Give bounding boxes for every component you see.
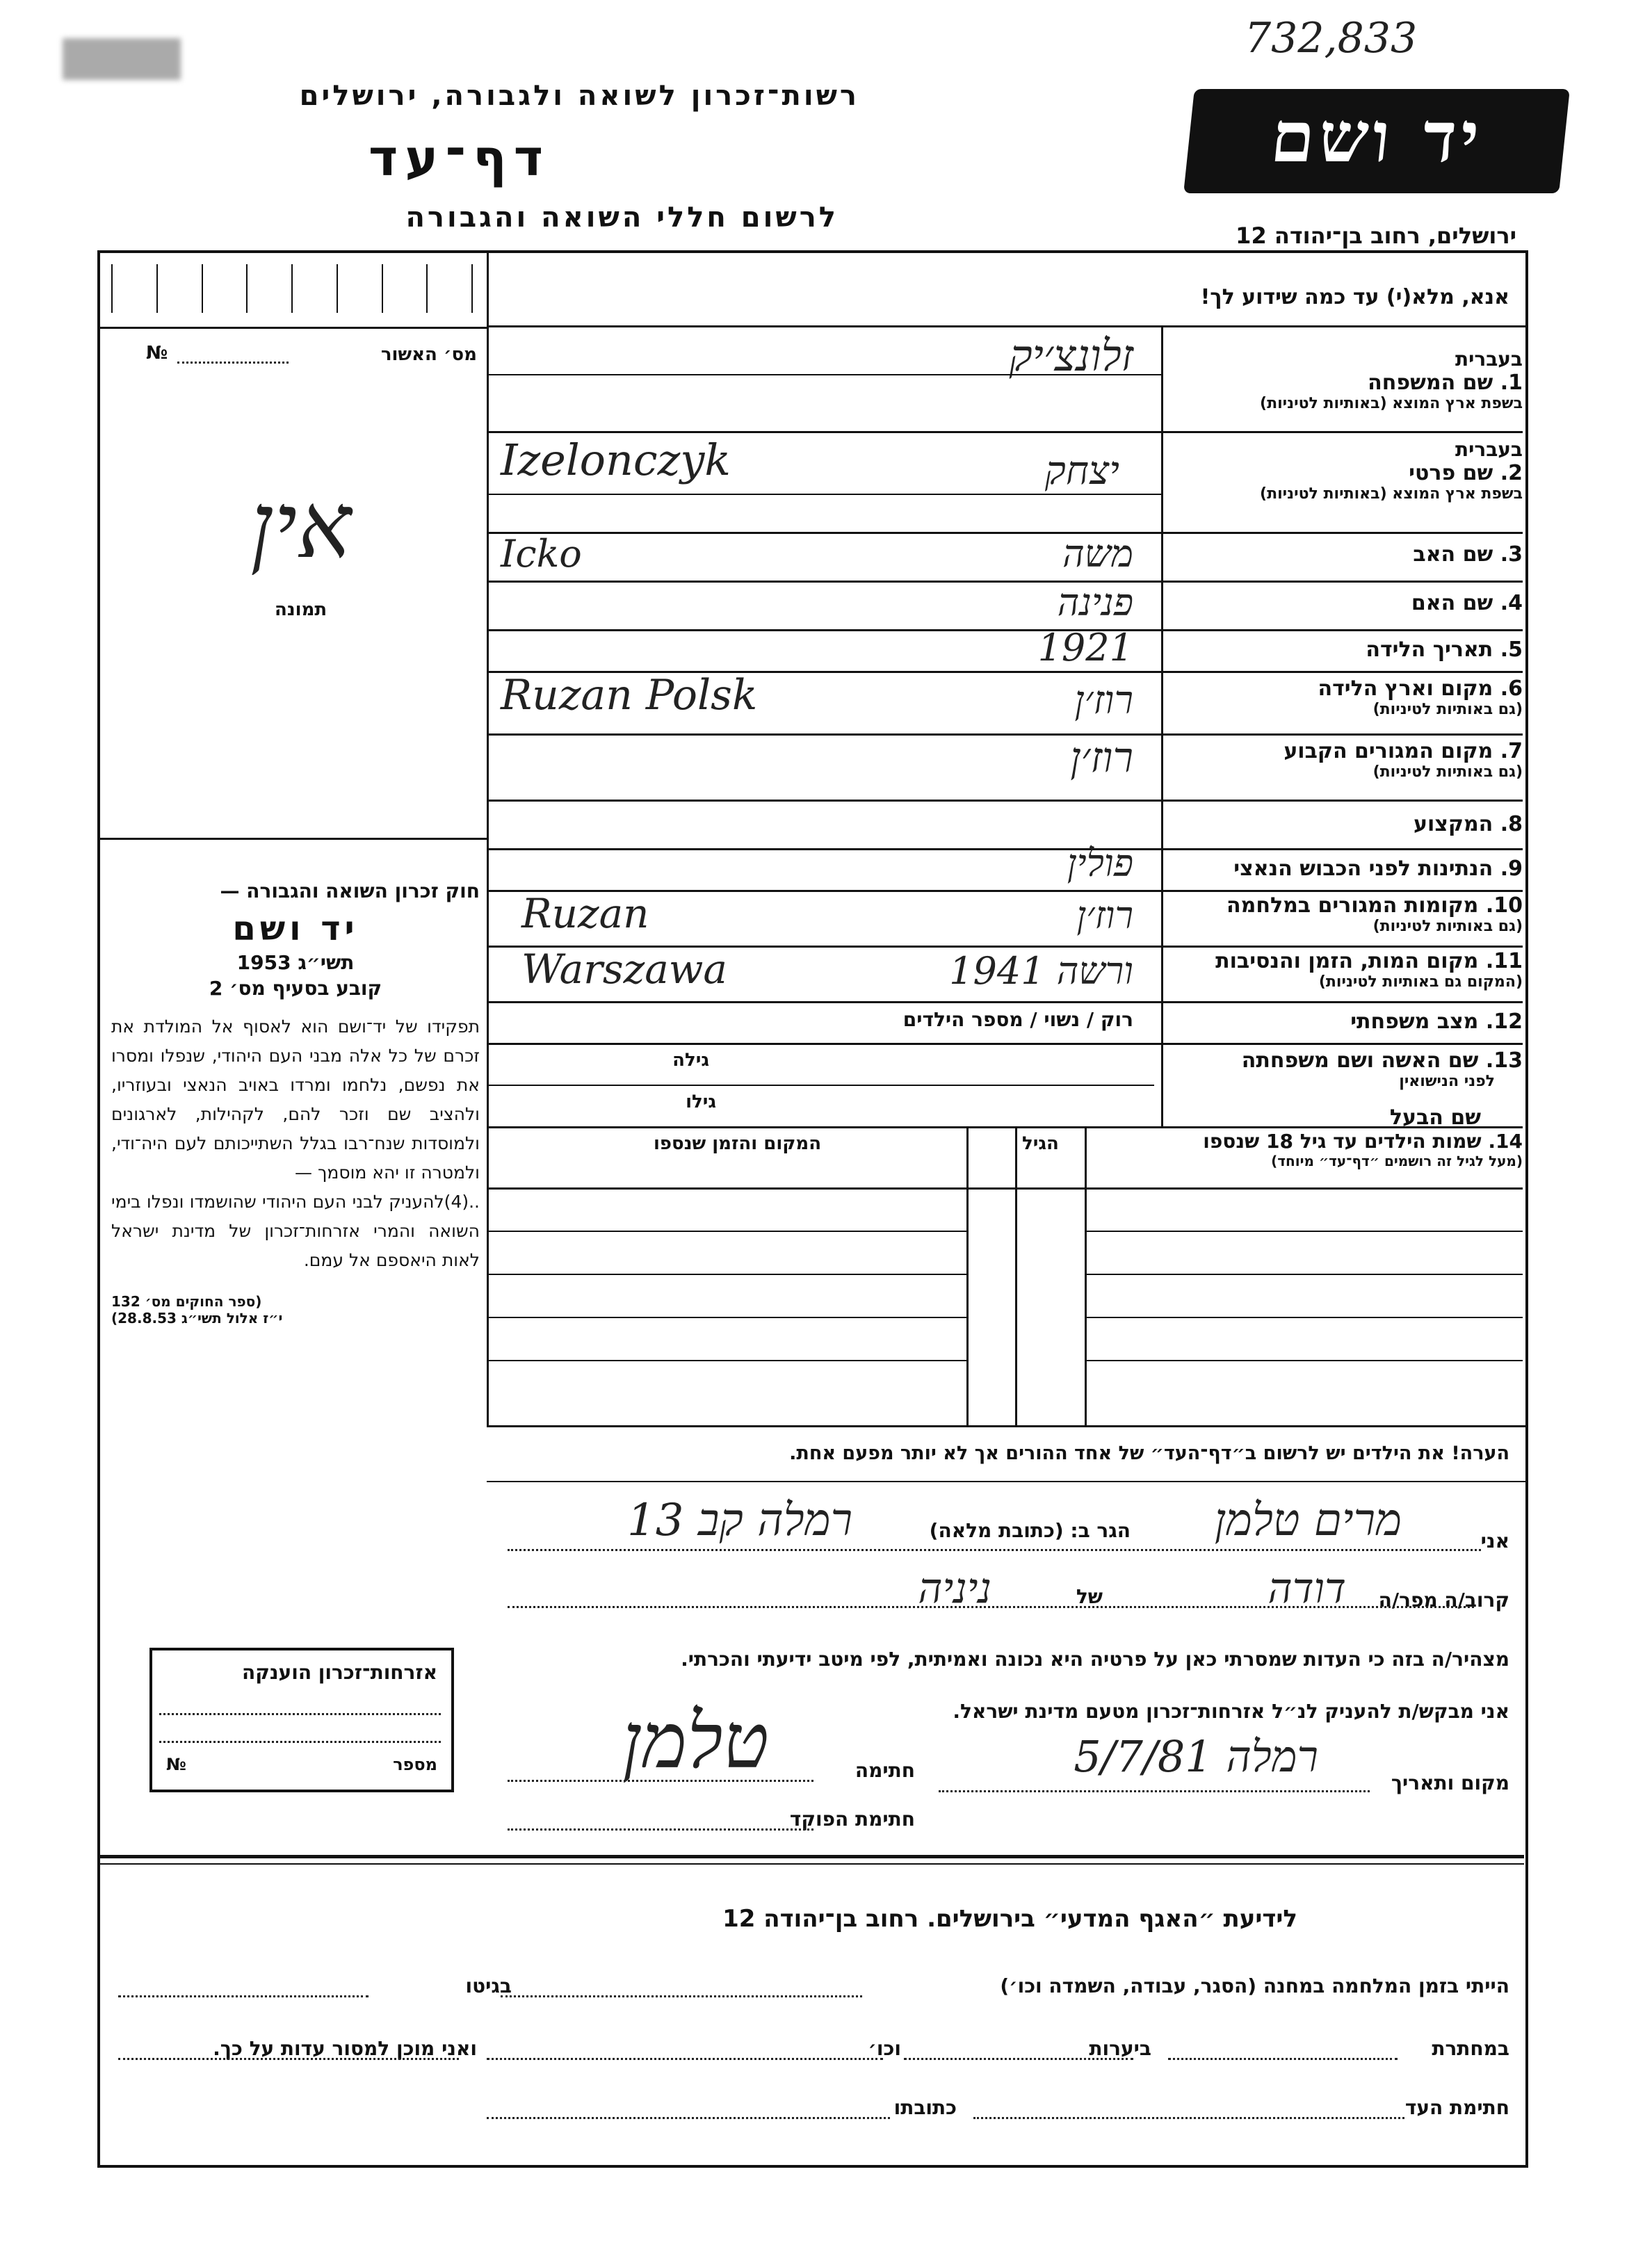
- bottom-title: לידיעת ״האגף המדעי״ בירושלים. רחוב בן־יהודה 12: [722, 1905, 1297, 1933]
- field-11-number: 11.: [1485, 949, 1523, 973]
- field-row-1: [487, 327, 1523, 431]
- field-row-9: [487, 841, 1523, 890]
- husband-age-label: גילו: [686, 1092, 716, 1112]
- declaration-of-label: של: [1076, 1585, 1103, 1608]
- children-table: [487, 1126, 1523, 1425]
- field-10-number: 10.: [1485, 893, 1523, 918]
- field-5-value: 1921: [1037, 626, 1133, 670]
- field-row-8: [487, 800, 1523, 848]
- declaration-i-label: אני: [1480, 1530, 1509, 1552]
- law-clause: קובע בסעיף מס׳ 2: [209, 977, 382, 1000]
- photo-divider: [99, 838, 487, 840]
- certificate-box-divider: [99, 327, 487, 329]
- declaration-relation-value: דודה: [1268, 1564, 1346, 1613]
- law-footnote-2: י״ז אלול תשי״ג 28.8.53): [111, 1310, 283, 1327]
- field-9-number: 9.: [1500, 857, 1523, 881]
- field-7-label: מקום המגורים הקבוע: [1283, 739, 1493, 763]
- field-2-label: שם פרטי: [1409, 461, 1493, 485]
- children-sub: (מעל לגיל זה רושמים ״דף־עד״ מיוחד): [1271, 1153, 1523, 1169]
- form-title: דף־עד: [369, 129, 551, 187]
- marital-options: רוק / נשוי / מספר הילדים: [902, 1008, 1133, 1031]
- note: הערה! את הילדים יש לרשום ב״דף־העד״ של אחד ההורים אך לא יותר מפעם אחת.: [789, 1443, 1509, 1464]
- declaration-of-value: ניניה: [918, 1564, 991, 1613]
- field-10-value: רוז׳ן: [1076, 893, 1133, 937]
- declaration-resident-label: הגר ב: (כתובת מלאה): [929, 1519, 1131, 1542]
- scan-smudge: [63, 38, 181, 80]
- field-6-sub: (גם באותיות לטיניות): [1372, 701, 1523, 718]
- law-title: חוק זכרון השואה והגבורה —: [220, 879, 480, 902]
- field-5-label: תאריך הלידה: [1366, 638, 1493, 662]
- declaration-statement: מצהיר/ה בזה כי העדות שמסרתי כאן על פרטיה היא נכונה ואמיתית, לפי מיטב ידיעתי והכרתי.: [681, 1648, 1509, 1671]
- field-8-number: 8.: [1500, 812, 1523, 836]
- bottom-section-divider: [99, 1855, 1524, 1858]
- field-6-latin: Ruzan Polsk: [501, 671, 758, 720]
- certificate-number-line: [177, 362, 289, 364]
- husband-label: שם הבעל: [1389, 1105, 1481, 1130]
- bottom-line3-b: כתובתו: [893, 2096, 957, 2119]
- field-9-label: הנתינות לפני הכבוש הנאצי: [1233, 857, 1493, 881]
- field-1-label: שם המשפחה: [1368, 371, 1493, 395]
- field-12-label: מצב משפחתי: [1350, 1009, 1479, 1034]
- field-row-11: [487, 946, 1523, 1001]
- citizenship-title: אזרחות־זכרון הוענקה: [242, 1661, 437, 1684]
- field-13-label: שם האשה ושם משפחתה: [1241, 1048, 1479, 1073]
- signature-label: חתימה: [855, 1759, 915, 1782]
- children-bottom-line: [487, 1425, 1525, 1427]
- law-body: תפקידו של יד־ושם הוא לאסוף אל המולדת את זכרם של כל אלה מבני העם היהודי, שנפלו ומסרו את נפשם, נלחמו ומרדו באויב הנאצי ובעוזריו, ולהציב שם וזכר להם, לקהילות, לארגונים ולמוסדות שנח־רבו בגלל השתייכותם לעם היה־ודי, ולמטרה זו יהא מוסמך —: [111, 1016, 480, 1183]
- children-col-age: הגיל: [1022, 1133, 1059, 1154]
- field-7-value: רוז׳ן: [1070, 733, 1133, 782]
- field-row-3: [487, 532, 1523, 581]
- field-5-number: 5.: [1500, 638, 1523, 662]
- field-4-label: שם האם: [1411, 591, 1493, 615]
- law-body-2: ..(4)להעניק לבני העם היהודי שהושמדו ונפלו בימי השואה והמרי אזרחות־זכרון של מדינת ישראל לאות היאספם אל עמם.: [111, 1192, 480, 1270]
- bottom-line2-a: במחתרת: [1432, 2037, 1509, 2060]
- field-row-4: [487, 581, 1523, 629]
- field-1-sub: בשפת ארץ המוצא (באותיות לטיניות): [1260, 395, 1523, 412]
- field-10-label: מקומות המגורים במלחמה: [1226, 893, 1479, 918]
- law-name: יד ושם: [232, 909, 359, 948]
- authority-name: רשות־זכרון לשואה ולגבורה, ירושלים: [299, 80, 859, 112]
- field-row-12: [487, 1001, 1523, 1043]
- declaration-request: אני מבקש/ת להעניק לנ״ל אזרחות־זכרון מטעם מדינת ישראל.: [953, 1700, 1509, 1723]
- children-number: 14.: [1488, 1130, 1523, 1153]
- form-subtitle: לרשום חללי השואה והגבורה: [405, 202, 839, 234]
- place-date-value: רמלה 5/7/81: [1074, 1731, 1318, 1782]
- field-2-sub: בשפת ארץ המוצא (באותיות לטיניות): [1260, 485, 1523, 503]
- field-8-label: המקצוע: [1413, 812, 1493, 836]
- instruction: אנא, מלא(י) עד כמה שידוע לך!: [1200, 285, 1509, 309]
- field-3-value: משה: [1062, 532, 1133, 576]
- field-row-10: [487, 890, 1523, 946]
- citizenship-number-symbol: №: [166, 1755, 186, 1774]
- officer-signature-label: חתימת הפוקד: [789, 1808, 915, 1831]
- field-3-number: 3.: [1500, 542, 1523, 567]
- field-11-sub: (המקום גם באותיות לטיניות): [1318, 973, 1523, 991]
- field-6-label: מקום וארץ הלידה: [1318, 676, 1493, 701]
- declaration-resident-value: רמלה קב 13: [626, 1495, 852, 1546]
- field-4-value: פנינה: [1057, 581, 1133, 624]
- field-row-6: [487, 671, 1523, 733]
- certificate-number-boxes: [111, 264, 473, 313]
- field-2-number: 2.: [1500, 461, 1523, 485]
- field-row-7: [487, 733, 1523, 800]
- fields-table: [487, 327, 1523, 1130]
- photo-handwriting: אין: [250, 473, 352, 578]
- field-10-sub: (גם באותיות לטיניות): [1372, 918, 1523, 935]
- declaration-i-value: מרים טלמן: [1214, 1495, 1402, 1546]
- field-6-number: 6.: [1500, 676, 1523, 701]
- field-row-2: [487, 431, 1523, 532]
- bottom-line2-d: ואני מוכן למסור עדות על כך.: [213, 2037, 477, 2060]
- logo-text: יד ושם: [1267, 96, 1487, 178]
- photo-label: תמונה: [275, 599, 327, 620]
- field-row-13: [487, 1043, 1523, 1130]
- bottom-line1-a: הייתי בזמן המלחמה במחנה (הסגר, עבודה, השמדה וכו׳): [1000, 1974, 1509, 1997]
- citizenship-box: [149, 1648, 454, 1792]
- wife-age-label: גילה: [672, 1050, 709, 1071]
- field-11-label: מקום המות, הזמן והנסיבות: [1215, 949, 1479, 973]
- bottom-line1-b: בגיטו: [465, 1974, 512, 1997]
- field-2-top-label: בעברית: [1455, 438, 1523, 461]
- field-2-value: יצחק: [1044, 448, 1119, 494]
- signature-value: טלמן: [622, 1696, 769, 1785]
- bottom-line2-c: וכו׳: [868, 2037, 901, 2060]
- field-2-latin: Izelonczyk: [501, 435, 731, 485]
- field-row-5: [487, 626, 1523, 671]
- field-10-latin: Ruzan: [521, 890, 649, 937]
- field-9-value: פולין: [1067, 841, 1133, 885]
- field-1-value: זלונצ׳יק: [1009, 330, 1133, 381]
- certificate-number-label: מס׳ האשור: [380, 344, 477, 365]
- field-7-sub: (גם באותיות לטיניות): [1372, 763, 1523, 781]
- archive-number: 732,833: [1245, 14, 1418, 63]
- address: ירושלים, רחוב בן־יהודה 12: [1236, 222, 1516, 249]
- field-13-number: 13.: [1485, 1048, 1523, 1073]
- declaration-relation-label: קרוב/ה מפר/ה: [1378, 1589, 1509, 1612]
- field-11-value: ורשה 1941: [949, 949, 1133, 993]
- citizenship-number-label: מספר: [393, 1755, 437, 1774]
- field-1-number: 1.: [1500, 371, 1523, 395]
- field-6-value: רוז׳ן: [1074, 678, 1133, 723]
- field-7-number: 7.: [1500, 739, 1523, 763]
- children-label: שמות הילדים עד גיל 18 שנספו: [1203, 1130, 1482, 1153]
- bottom-line3-a: חתימת העד: [1404, 2096, 1509, 2119]
- law-year: תשי״ג 1953: [236, 951, 355, 974]
- yad-vashem-logo: [1183, 89, 1570, 193]
- certificate-number-symbol: №: [146, 343, 168, 364]
- field-13-sub: לפני הנישואין: [1399, 1073, 1495, 1090]
- field-11-latin: Warszawa: [521, 946, 728, 993]
- note-divider: [487, 1481, 1525, 1482]
- field-3-label: שם האב: [1413, 542, 1493, 567]
- place-date-label: מקום ותאריך: [1391, 1771, 1509, 1794]
- law-box: [111, 879, 480, 1327]
- field-4-number: 4.: [1500, 591, 1523, 615]
- children-col-place: המקום והזמן שנספו: [654, 1133, 822, 1154]
- field-3-latin: Icko: [501, 532, 582, 576]
- law-footnote-1: (ספר החוקים מס׳ 132: [111, 1293, 262, 1310]
- field-1-top-label: בעברית: [1455, 348, 1523, 371]
- field-12-number: 12.: [1485, 1009, 1523, 1034]
- bottom-line2-b: ביערות: [1089, 2037, 1151, 2060]
